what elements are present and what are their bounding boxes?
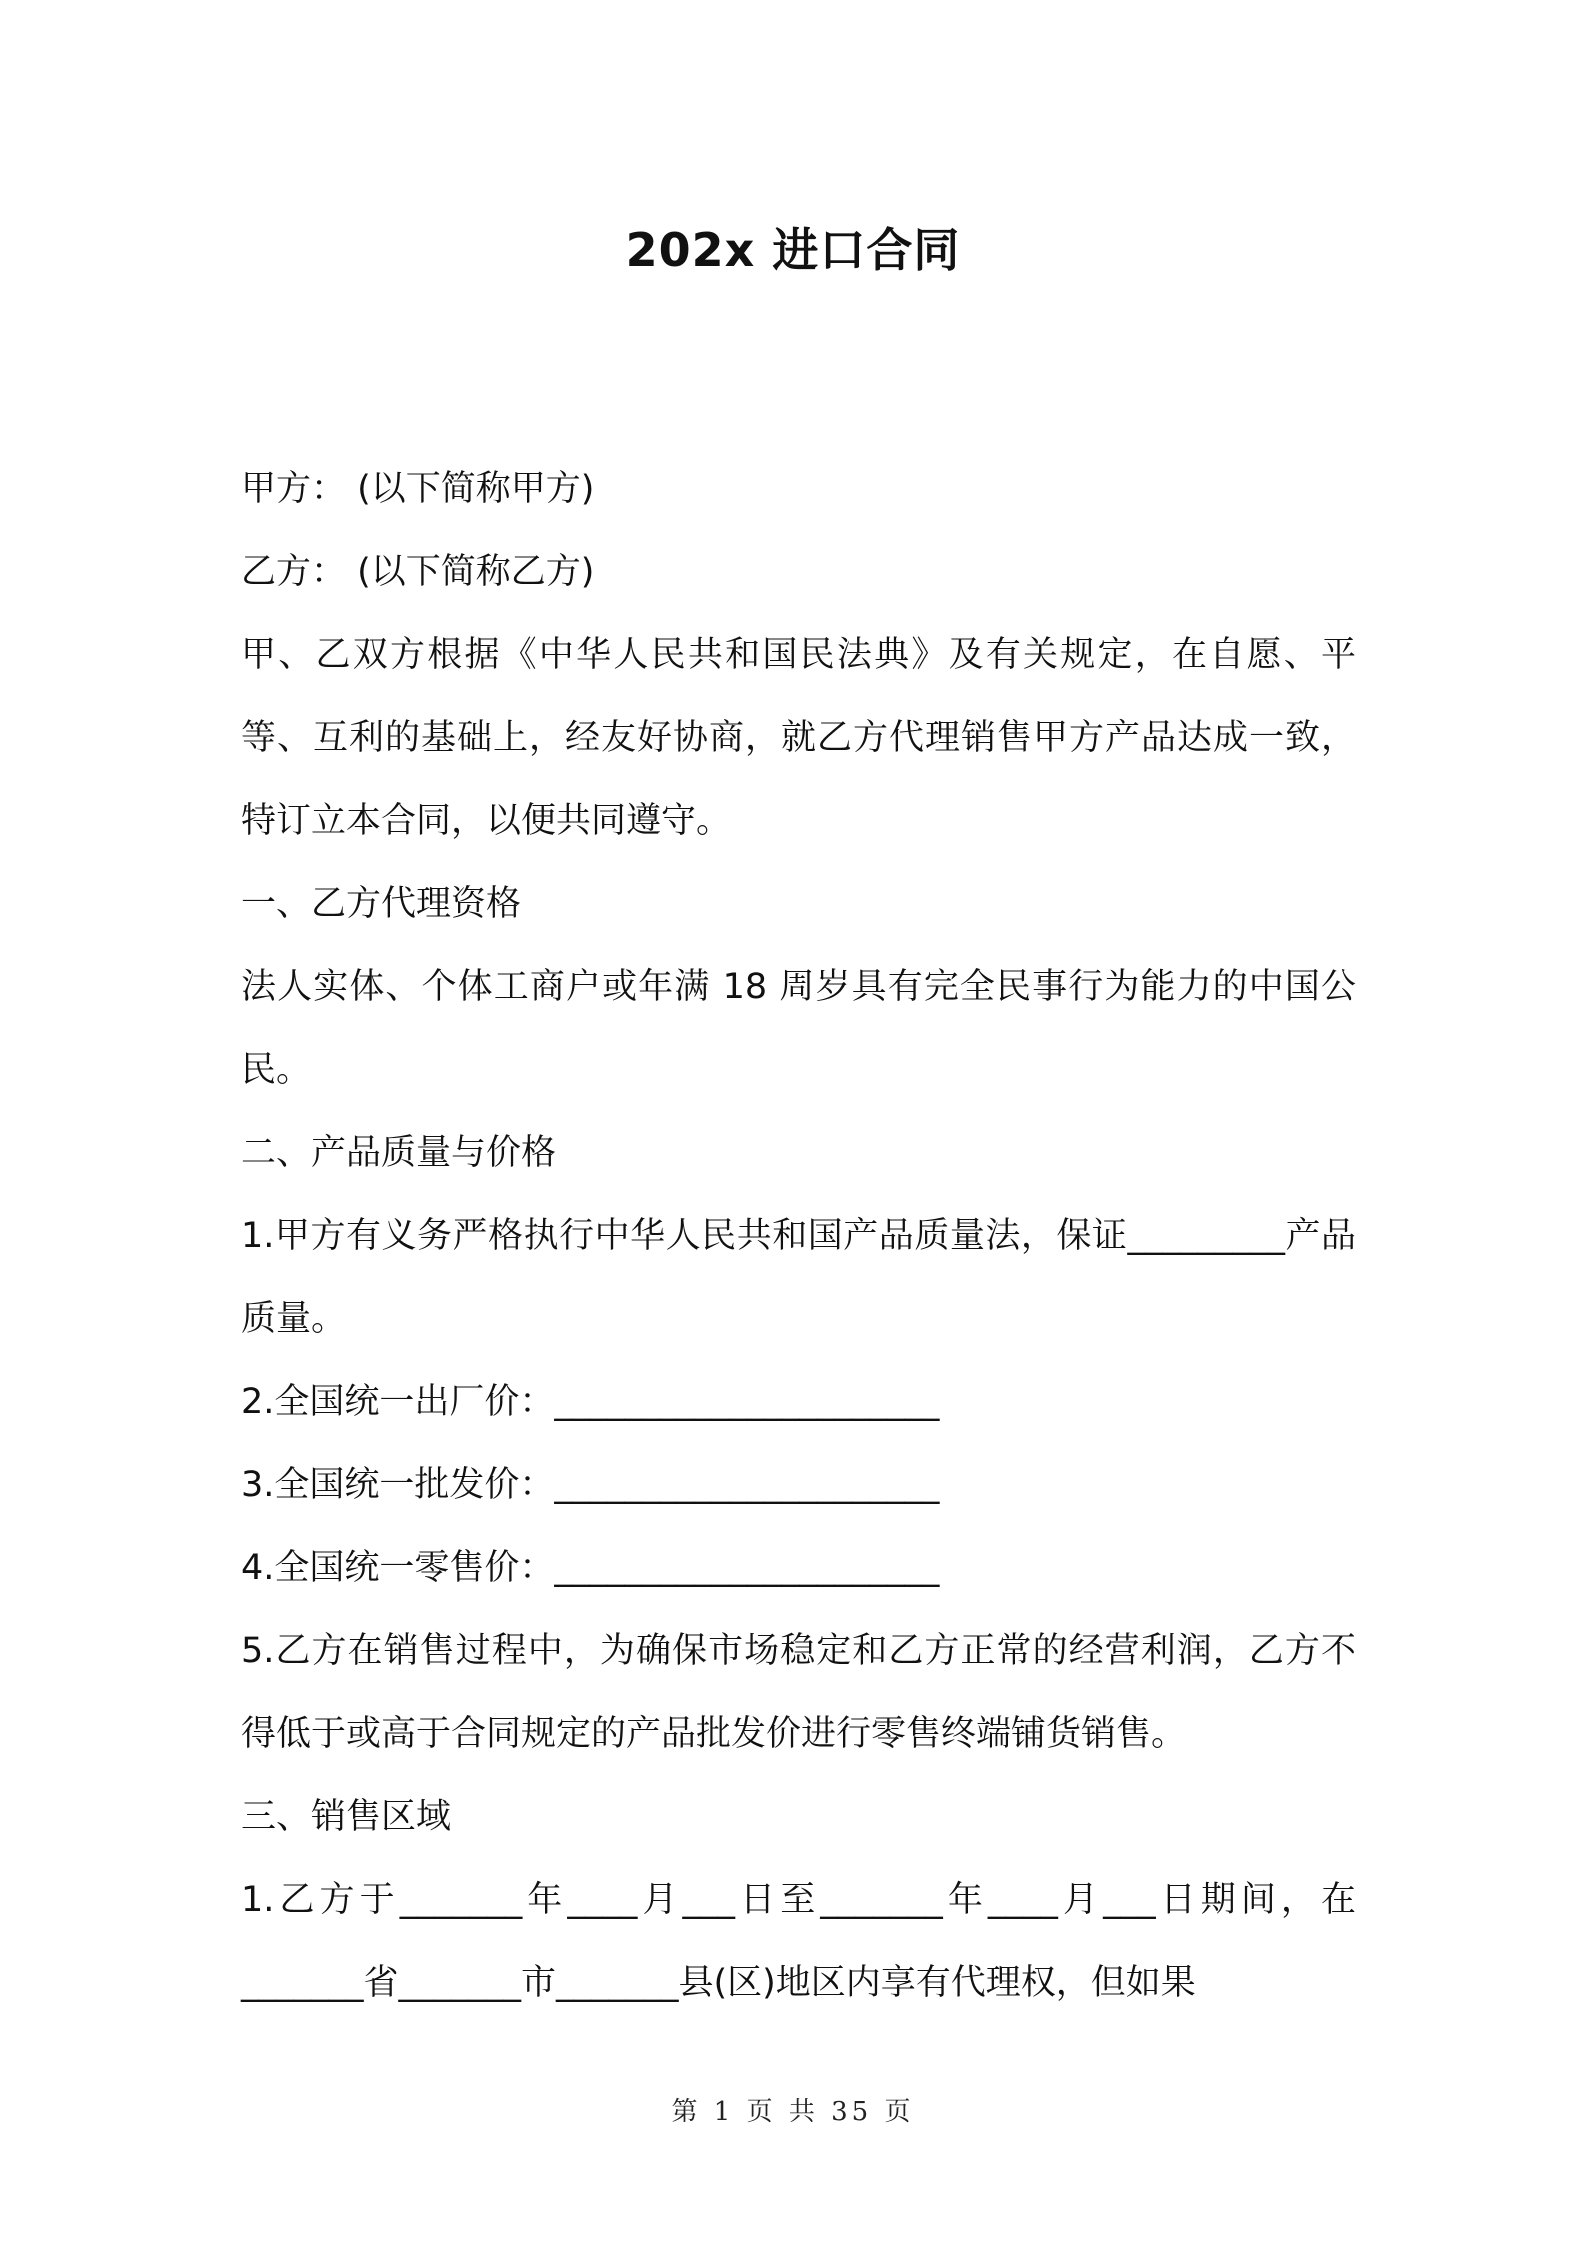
document-title: 202x 进口合同 (625, 223, 961, 277)
clause-2-1: 1.甲方有义务严格执行中华人民共和国产品质量法，保证_________产品质量。 (241, 1216, 1356, 1339)
page-footer: 第 1 页 共 35 页 (671, 2097, 915, 2127)
clause-3-1: 1.乙方于_______年____月___日至_______年____月___日期间，在_______省_______市_______县(区)地区内享有代理权，但如果 (241, 1880, 1356, 2003)
section-heading-1: 一、乙方代理资格 (241, 884, 522, 924)
party-b-line: 乙方： (以下简称乙方) (241, 552, 595, 592)
section-1-body: 法人实体、个体工商户或年满 18 周岁具有完全民事行为能力的中国公民。 (241, 967, 1356, 1090)
document-body (241, 448, 1356, 2025)
clause-2-2: 2.全国统一出厂价：______________________ (241, 1382, 940, 1422)
preamble-paragraph: 甲、乙双方根据《中华人民共和国民法典》及有关规定，在自愿、平等、互利的基础上，经友好协商，就乙方代理销售甲方产品达成一致，特订立本合同，以便共同遵守。 (241, 635, 1356, 841)
party-a-line: 甲方： (以下简称甲方) (241, 469, 595, 509)
section-heading-2: 二、产品质量与价格 (241, 1133, 557, 1173)
clause-2-5: 5.乙方在销售过程中，为确保市场稳定和乙方正常的经营利润，乙方不得低于或高于合同规定的产品批发价进行零售终端铺货销售。 (241, 1631, 1356, 1754)
section-heading-3: 三、销售区域 (241, 1797, 452, 1837)
clause-2-3: 3.全国统一批发价：______________________ (241, 1465, 940, 1505)
clause-2-4: 4.全国统一零售价：______________________ (241, 1548, 940, 1588)
